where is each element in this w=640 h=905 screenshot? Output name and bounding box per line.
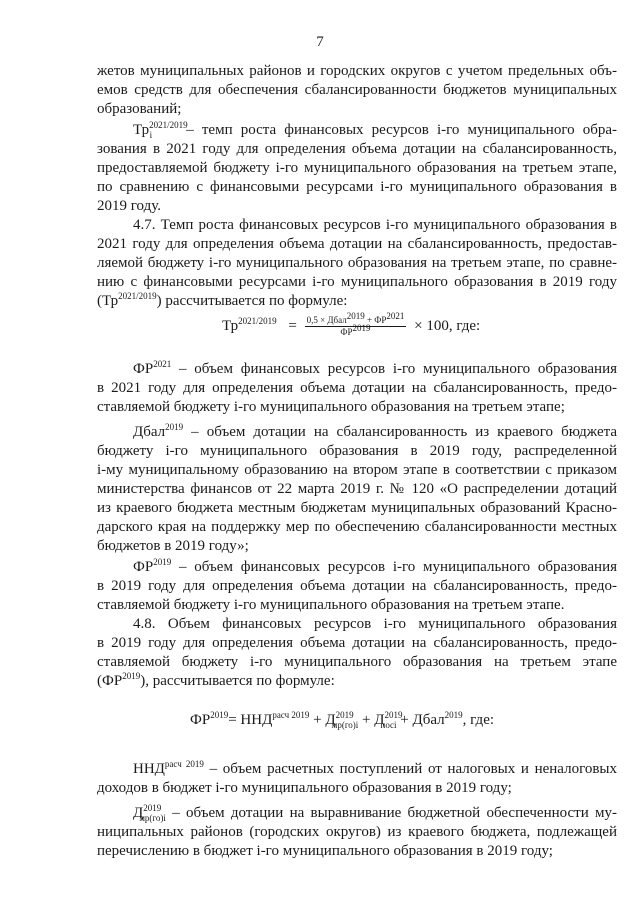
definition-line: $Д^{2019}_{мр(го)i}$ – объем дотации на выравнивание бюджетной обеспеченности му-	[133, 803, 618, 823]
text-line: ставляемой бюджету i-го муниципального образования на третьем этапе;	[97, 399, 565, 415]
text-line: по сравнению с финансовыми ресурсами i-го муниципального образования в	[97, 179, 617, 195]
text-line: 2021 году для определения объема дотации на сбалансированность, предостав-	[97, 236, 617, 252]
text-line: i-му муниципальному образованию на втором этапе в соответствии с приказом	[97, 462, 617, 478]
text-line: перечислению в бюджет i-го муниципального образования в 2019 году;	[97, 843, 553, 859]
clause-4-7: 4.7. Темп роста финансовых ресурсов i-го муниципального образования в	[133, 217, 617, 233]
text-line: $(ФР^{2019})$, рассчитывается по формуле:	[97, 671, 335, 689]
text-line: доходов в бюджет i-го муниципального образования в 2019 году;	[97, 780, 512, 796]
formula-fraction: $\frac{0,5 \times Дбал^{2019} + ФР^{2021}}{ФР^{2019}}$	[306, 311, 405, 337]
text-line: бюджетов в 2019 году»;	[97, 538, 249, 554]
text-line: из краевого бюджета местным бюджетам муниципальных образований Красно-	[97, 500, 617, 516]
text-line: бюджету i-го муниципального образования в 2019 году, распределенной	[97, 443, 617, 459]
text-line: в 2021 году для определения объема дотации на сбалансированность, предо-	[97, 380, 617, 396]
text-line: зования в 2021 году для определения объема дотации на сбалансированность,	[97, 141, 617, 157]
definition-line: $ФР^{2019}$ – объем финансовых ресурсов i-го муниципального образования	[133, 557, 618, 575]
clause-4-8: 4.8. Объем финансовых ресурсов i-го муниципального образования	[133, 616, 617, 632]
text-line: ставляемой бюджету i-го муниципального образования на третьем этапе	[97, 654, 617, 670]
text-line: ниципальных районов (городских округов) из краевого бюджета, подлежащей	[97, 824, 617, 840]
text-line: жетов муниципальных районов и городских округов с учетом предельных объ-	[97, 63, 617, 79]
formula-tp: $Тр^{2021/2019}$ = $\frac{0,5 \times Дбал^{2019} + ФР^{2021}}{ФР^{2019}}$ × 100, где:	[222, 311, 481, 337]
definition-line: Дбал$^{2019}$ – объем дотации на сбалансированность из краевого бюджета	[133, 422, 617, 440]
text-line: нию с финансовыми ресурсами i-го муниципального образования в 2019 году	[97, 274, 617, 290]
text-line: в 2019 году для определения объема дотации на сбалансированность, предо-	[97, 635, 617, 651]
text-line: образований;	[97, 101, 182, 117]
definition-line: $ФР^{2021}$ – объем финансовых ресурсов i-го муниципального образования	[133, 359, 618, 377]
text-line: $(Тр^{2021/2019})$ рассчитывается по формуле:	[97, 291, 348, 309]
text-line: ставляемой бюджету i-го муниципального образования на третьем этапе.	[97, 597, 565, 613]
text-line: дарского края на поддержку мер по обеспечению сбалансированности местных	[97, 519, 617, 535]
text-line: в 2019 году для определения объема дотации на сбалансированность, предо-	[97, 578, 617, 594]
definition-line: $Тр^{2021/2019}_i$ – темп роста финансовых ресурсов i-го муниципального обра-	[133, 120, 618, 140]
text-line: емов средств для обеспечения сбалансированности бюджетов муниципальных	[97, 82, 617, 98]
definition-line: $ННД^{расч 2019}$ – объем расчетных поступлений от налоговых и неналоговых	[133, 759, 618, 777]
text-line: предоставляемой бюджету i-го муниципального образования на третьем этапе,	[97, 160, 617, 176]
symbol-tp: $Тр^{2021/2019}_i$	[133, 120, 188, 140]
formula-fr: $ФР^{2019}= ННД^{расч 2019} + Д^{2019}_{мр(го)i} + Д^{2019}_{посi}$ + Дбал$^{2019}$, где:	[190, 710, 495, 730]
text-line: 2019 году.	[97, 198, 161, 214]
text-line: ляемой бюджету i-го муниципального образования на третьем этапе, по сравне-	[97, 255, 617, 271]
page-number: 7	[316, 34, 324, 50]
text-line: министерства финансов от 22 марта 2019 г. № 120 «О распределении дотаций	[97, 481, 617, 497]
